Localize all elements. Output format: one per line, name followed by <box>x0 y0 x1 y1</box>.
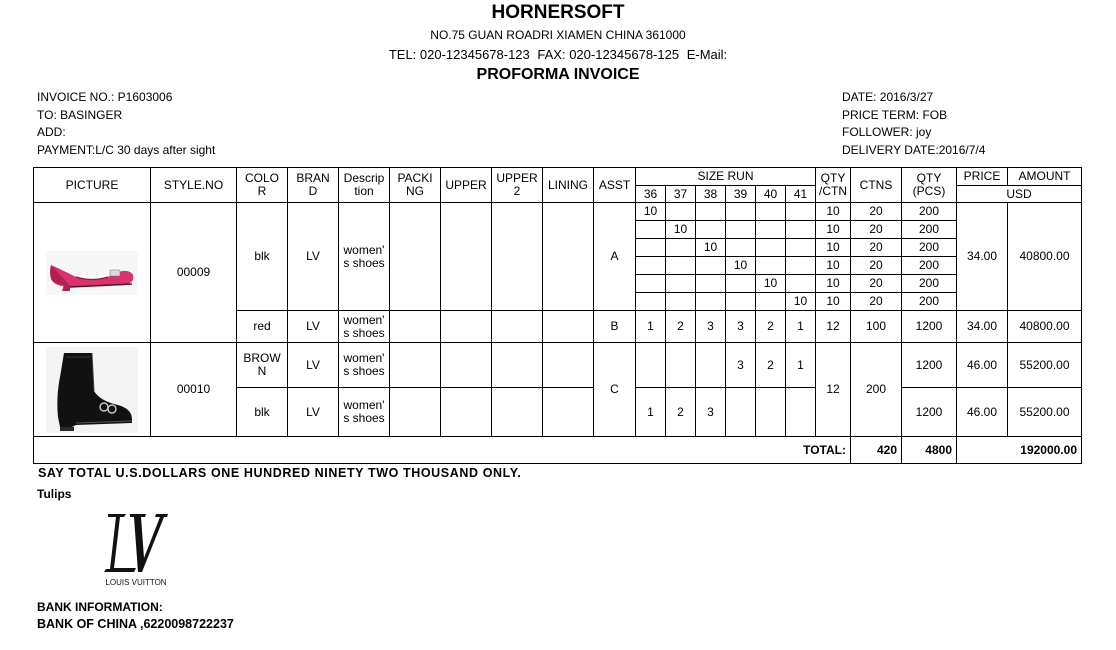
logo-text: LOUIS VUITTON <box>105 578 167 587</box>
size-qty <box>786 239 816 257</box>
louis-vuitton-logo-icon <box>100 510 172 590</box>
size-qty: 10 <box>636 203 666 221</box>
size-qty: 1 <box>786 343 816 388</box>
bank-info-label: BANK INFORMATION: <box>37 600 163 614</box>
qty-pcs: 200 <box>902 275 957 293</box>
total-price-blank <box>957 437 1008 464</box>
qty-pcs: 200 <box>902 203 957 221</box>
size-qty <box>756 388 786 437</box>
size-qty: 10 <box>666 221 696 239</box>
invoice-date: DATE: 2016/3/27 <box>842 90 934 104</box>
col-size-run: SIZE RUN <box>636 168 816 186</box>
size-qty: 2 <box>666 311 696 343</box>
amount: 40800.00 <box>1008 311 1082 343</box>
brand: LV <box>288 343 339 388</box>
size-qty <box>756 257 786 275</box>
black-ankle-boot-icon <box>46 347 138 433</box>
size-qty: 2 <box>756 311 786 343</box>
price: 34.00 <box>957 311 1008 343</box>
size-qty <box>756 203 786 221</box>
col-qty-ctn: QTY /CTN <box>816 168 851 203</box>
packing <box>390 311 441 343</box>
size-qty <box>756 293 786 311</box>
size-qty <box>666 275 696 293</box>
qty-ctn: 12 <box>816 311 851 343</box>
size-qty <box>696 257 726 275</box>
size-qty <box>696 221 726 239</box>
invoice-address: ADD: <box>37 125 66 139</box>
packing <box>390 343 441 388</box>
qty-ctn: 10 <box>816 257 851 275</box>
delivery-date: DELIVERY DATE:2016/7/4 <box>842 142 986 157</box>
size-qty <box>636 257 666 275</box>
ctns: 20 <box>851 275 902 293</box>
size-qty: 10 <box>756 275 786 293</box>
size-qty: 1 <box>636 311 666 343</box>
description: women' s shoes <box>339 311 390 343</box>
size-qty <box>726 203 756 221</box>
col-upper: UPPER <box>441 168 492 203</box>
size-qty <box>666 293 696 311</box>
size-qty <box>726 239 756 257</box>
size-qty <box>666 257 696 275</box>
qty-ctn: 10 <box>816 293 851 311</box>
invoice-to: TO: BASINGER <box>37 107 123 122</box>
size-qty: 10 <box>786 293 816 311</box>
size-40: 40 <box>756 186 786 203</box>
size-qty <box>786 257 816 275</box>
ctns: 20 <box>851 221 902 239</box>
size-37: 37 <box>666 186 696 203</box>
size-qty <box>696 275 726 293</box>
signer-name: Tulips <box>37 487 72 501</box>
size-qty <box>726 275 756 293</box>
size-qty <box>666 203 696 221</box>
description: women' s shoes <box>339 388 390 437</box>
pink-flat-shoe-icon <box>46 251 138 295</box>
size-qty <box>636 293 666 311</box>
packing <box>390 203 441 311</box>
col-ctns: CTNS <box>851 168 902 203</box>
total-row <box>34 437 1082 464</box>
lining <box>543 343 594 388</box>
col-color: COLO R <box>237 168 288 203</box>
size-qty: 2 <box>666 388 696 437</box>
size-qty <box>726 293 756 311</box>
table-row <box>34 203 1082 221</box>
size-qty <box>726 388 756 437</box>
document-title: PROFORMA INVOICE <box>476 66 640 83</box>
ctns: 20 <box>851 257 902 275</box>
description: women' s shoes <box>339 203 390 311</box>
invoice-info-left <box>37 89 215 159</box>
size-qty <box>636 275 666 293</box>
qty-ctn: 10 <box>816 275 851 293</box>
style-no: 00010 <box>151 343 237 437</box>
color: blk <box>237 388 288 437</box>
ctns: 20 <box>851 293 902 311</box>
upper2 <box>492 388 543 437</box>
size-qty <box>636 239 666 257</box>
total-ctns: 420 <box>851 437 902 464</box>
qty-pcs: 1200 <box>902 311 957 343</box>
size-qty: 10 <box>696 239 726 257</box>
table-row <box>34 343 1082 388</box>
ctns: 20 <box>851 239 902 257</box>
size-qty <box>786 221 816 239</box>
upper <box>441 388 492 437</box>
invoice-table <box>33 167 1082 464</box>
size-38: 38 <box>696 186 726 203</box>
size-qty <box>756 239 786 257</box>
follower: FOLLOWER: joy <box>842 125 932 139</box>
size-41: 41 <box>786 186 816 203</box>
brand: LV <box>288 311 339 343</box>
col-picture: PICTURE <box>34 168 151 203</box>
size-qty <box>786 275 816 293</box>
qty-ctn: 10 <box>816 221 851 239</box>
asst: C <box>594 343 636 437</box>
email: E-Mail: <box>686 47 728 62</box>
size-qty <box>726 221 756 239</box>
payment-terms: PAYMENT:L/C 30 days after sight <box>37 142 216 157</box>
size-qty: 10 <box>726 257 756 275</box>
col-upper2: UPPER 2 <box>492 168 543 203</box>
col-lining: LINING <box>543 168 594 203</box>
price: 46.00 <box>957 388 1008 437</box>
col-qty-pcs: QTY (PCS) <box>902 168 957 203</box>
size-qty: 1 <box>786 311 816 343</box>
upper <box>441 343 492 388</box>
size-qty: 2 <box>756 343 786 388</box>
ctns: 200 <box>851 343 902 437</box>
size-36: 36 <box>636 186 666 203</box>
description: women' s shoes <box>339 343 390 388</box>
invoice-number: INVOICE NO.: P1603006 <box>37 90 173 104</box>
upper2 <box>492 343 543 388</box>
bank-info-detail: BANK OF CHINA ,6220098722237 <box>37 617 234 631</box>
lining <box>543 203 594 311</box>
item-picture <box>34 343 151 437</box>
price: 34.00 <box>957 203 1008 311</box>
qty-pcs: 200 <box>902 257 957 275</box>
invoice-info-right <box>842 89 985 159</box>
total-qty-pcs: 4800 <box>902 437 957 464</box>
size-qty <box>786 203 816 221</box>
amount: 55200.00 <box>1008 343 1082 388</box>
ctns: 20 <box>851 203 902 221</box>
brand: LV <box>288 388 339 437</box>
say-total: SAY TOTAL U.S.DOLLARS ONE HUNDRED NINETY TWO THOUSAND ONLY. <box>38 466 522 480</box>
qty-ctn: 10 <box>816 203 851 221</box>
col-description: Descrip tion <box>339 168 390 203</box>
color: red <box>237 311 288 343</box>
price-term: PRICE TERM: FOB <box>842 107 948 122</box>
upper <box>441 311 492 343</box>
color: BROW N <box>237 343 288 388</box>
asst: B <box>594 311 636 343</box>
qty-pcs: 1200 <box>902 343 957 388</box>
col-packing: PACKI NG <box>390 168 441 203</box>
lining <box>543 311 594 343</box>
amount: 40800.00 <box>1008 203 1082 311</box>
brand: LV <box>288 203 339 311</box>
amount: 55200.00 <box>1008 388 1082 437</box>
size-39: 39 <box>726 186 756 203</box>
upper2 <box>492 311 543 343</box>
packing <box>390 388 441 437</box>
size-qty <box>636 221 666 239</box>
company-address: NO.75 GUAN ROADRI XIAMEN CHINA 361000 <box>430 28 686 42</box>
size-qty: 3 <box>696 388 726 437</box>
size-qty <box>696 343 726 388</box>
qty-pcs: 200 <box>902 293 957 311</box>
col-price: PRICE <box>957 168 1008 186</box>
size-qty <box>696 203 726 221</box>
fax: FAX: 020-12345678-125 <box>537 47 680 62</box>
tel: TEL: 020-12345678-123 <box>388 47 530 62</box>
size-qty <box>756 221 786 239</box>
qty-ctn: 12 <box>816 343 851 437</box>
color: blk <box>237 203 288 311</box>
qty-pcs: 200 <box>902 239 957 257</box>
size-qty: 1 <box>636 388 666 437</box>
company-name: HORNERSOFT <box>491 2 625 23</box>
col-style-no: STYLE.NO <box>151 168 237 203</box>
item-picture <box>34 203 151 343</box>
size-qty: 3 <box>696 311 726 343</box>
size-qty <box>696 293 726 311</box>
currency: USD <box>957 186 1082 203</box>
size-qty: 3 <box>726 311 756 343</box>
col-asst: ASST <box>594 168 636 203</box>
col-amount: AMOUNT <box>1008 168 1082 186</box>
size-qty <box>636 343 666 388</box>
qty-pcs: 1200 <box>902 388 957 437</box>
style-no: 00009 <box>151 203 237 343</box>
contact-line <box>0 47 1116 62</box>
qty-pcs: 200 <box>902 221 957 239</box>
col-brand: BRAN D <box>288 168 339 203</box>
size-qty <box>786 388 816 437</box>
upper <box>441 203 492 311</box>
lining <box>543 388 594 437</box>
size-qty <box>666 239 696 257</box>
asst: A <box>594 203 636 311</box>
upper2 <box>492 203 543 311</box>
price: 46.00 <box>957 343 1008 388</box>
qty-ctn: 10 <box>816 239 851 257</box>
size-qty <box>666 343 696 388</box>
total-label: TOTAL: <box>34 437 851 464</box>
total-amount: 192000.00 <box>1008 437 1082 464</box>
ctns: 100 <box>851 311 902 343</box>
size-qty: 3 <box>726 343 756 388</box>
